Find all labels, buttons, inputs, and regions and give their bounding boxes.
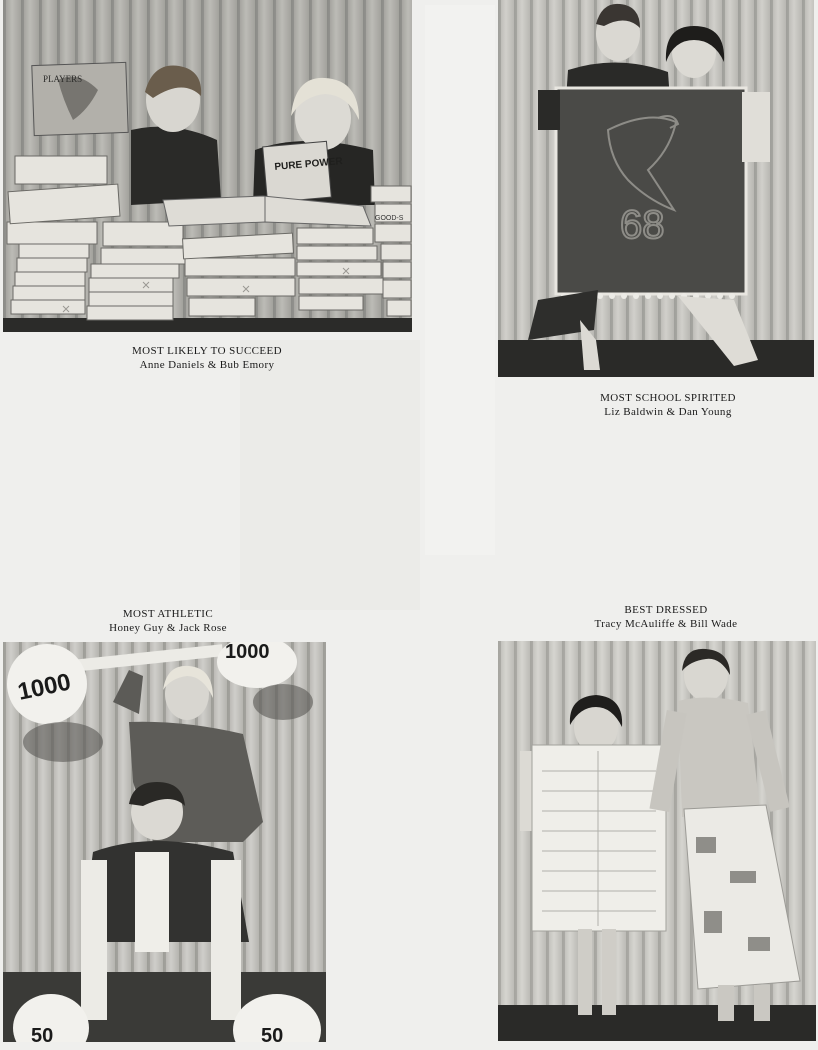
photo-most-athletic [3,642,326,1042]
award-winners: Tracy McAuliffe & Bill Wade [594,618,738,630]
award-winners: Liz Baldwin & Dan Young [604,406,732,418]
award-title: MOST LIKELY TO SUCCEED [132,345,282,357]
bleed-through-mark [240,340,420,610]
weight-disc-label: 50 [31,1025,54,1042]
caption-most-athletic [53,607,283,635]
weight-disc-label: 1000 [15,668,74,706]
book-stack-label: GOOD-S [375,215,404,222]
award-winners: Anne Daniels & Bub Emory [139,359,275,371]
banner-year: 68 [620,203,665,247]
weight-disc-label: 1000 [225,642,270,663]
book-cover-title: PLAYERS [43,74,83,84]
award-title: MOST SCHOOL SPIRITED [600,392,736,404]
book-cover-title: PURE POWER [274,156,344,173]
photo-most-likely-to-succeed [3,0,412,332]
bleed-through-mark [425,5,495,555]
caption-most-school-spirited [553,391,783,419]
caption-most-likely-to-succeed [92,344,322,372]
award-title: BEST DRESSED [624,604,708,616]
photo-most-school-spirited [498,0,814,377]
photo-best-dressed [498,641,816,1041]
award-title: MOST ATHLETIC [122,608,214,620]
caption-best-dressed [551,603,781,631]
weight-disc-label: 50 [261,1025,284,1042]
award-winners: Honey Guy & Jack Rose [109,622,227,634]
